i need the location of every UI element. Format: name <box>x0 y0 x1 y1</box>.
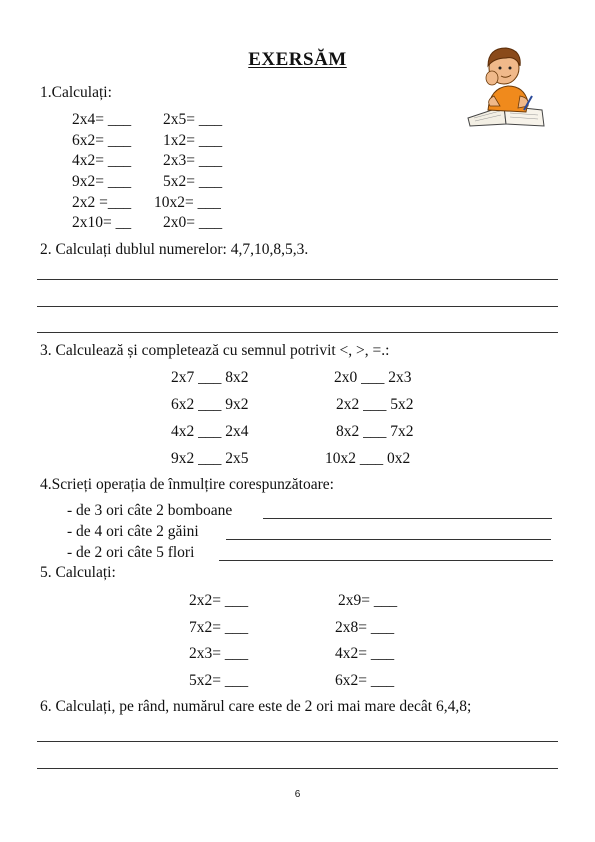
page-number: 6 <box>294 789 301 800</box>
ex3-right-1: 2x2 ___ 5x2 <box>336 396 414 413</box>
ex1-right-0: 2x5= ___ <box>163 111 223 128</box>
ex1-heading: 1.Calculați: <box>40 84 112 101</box>
worksheet-title: EXERSĂM <box>248 49 347 70</box>
ex5-heading: 5. Calculați: <box>40 564 116 581</box>
ex3-left-1: 6x2 ___ 9x2 <box>171 396 249 413</box>
answer-line <box>37 306 558 307</box>
ex3-left-0: 2x7 ___ 8x2 <box>171 369 249 386</box>
answer-line <box>37 741 558 742</box>
ex3-right-2: 8x2 ___ 7x2 <box>336 423 414 440</box>
ex5-right-3: 6x2= ___ <box>335 672 395 689</box>
answer-line <box>37 279 558 280</box>
answer-line <box>226 539 551 540</box>
ex4-item-0: - de 3 ori câte 2 bomboane <box>67 502 233 519</box>
ex3-left-2: 4x2 ___ 2x4 <box>171 423 249 440</box>
ex4-heading: 4.Scrieți operația de înmulțire corespunzătoare: <box>40 476 334 493</box>
ex4-item-1: - de 4 ori câte 2 găini <box>67 523 199 540</box>
ex1-left-3: 9x2= ___ <box>72 173 132 190</box>
ex1-right-5: 2x0= ___ <box>163 214 223 231</box>
ex5-left-0: 2x2= ___ <box>189 592 249 609</box>
ex1-right-3: 5x2= ___ <box>163 173 223 190</box>
answer-line <box>37 332 558 333</box>
ex1-left-5: 2x10= __ <box>72 214 132 231</box>
answer-line <box>219 560 553 561</box>
ex5-left-3: 5x2= ___ <box>189 672 249 689</box>
ex5-left-1: 7x2= ___ <box>189 619 249 636</box>
ex3-right-3: 10x2 ___ 0x2 <box>325 450 411 467</box>
answer-line <box>37 768 558 769</box>
ex1-left-1: 6x2= ___ <box>72 132 132 149</box>
ex1-right-4: 10x2= ___ <box>154 194 221 211</box>
answer-line <box>263 518 552 519</box>
ex3-heading: 3. Calculează și completează cu semnul potrivit <, >, =.: <box>40 342 390 359</box>
ex5-right-1: 2x8= ___ <box>335 619 395 636</box>
ex1-left-2: 4x2= ___ <box>72 152 132 169</box>
ex5-right-0: 2x9= ___ <box>338 592 398 609</box>
child-writing-in-book-icon <box>466 40 546 130</box>
ex1-right-1: 1x2= ___ <box>163 132 223 149</box>
ex1-left-4: 2x2 =___ <box>72 194 132 211</box>
ex1-left-0: 2x4= ___ <box>72 111 132 128</box>
ex6-heading: 6. Calculați, pe rând, numărul care este de 2 ori mai mare decât 6,4,8; <box>40 698 472 715</box>
ex5-right-2: 4x2= ___ <box>335 645 395 662</box>
ex3-left-3: 9x2 ___ 2x5 <box>171 450 249 467</box>
ex4-item-2: - de 2 ori câte 5 flori <box>67 544 195 561</box>
ex3-right-0: 2x0 ___ 2x3 <box>334 369 412 386</box>
ex2-heading: 2. Calculați dublul numerelor: 4,7,10,8,5,3. <box>40 241 309 258</box>
ex5-left-2: 2x3= ___ <box>189 645 249 662</box>
ex1-right-2: 2x3= ___ <box>163 152 223 169</box>
